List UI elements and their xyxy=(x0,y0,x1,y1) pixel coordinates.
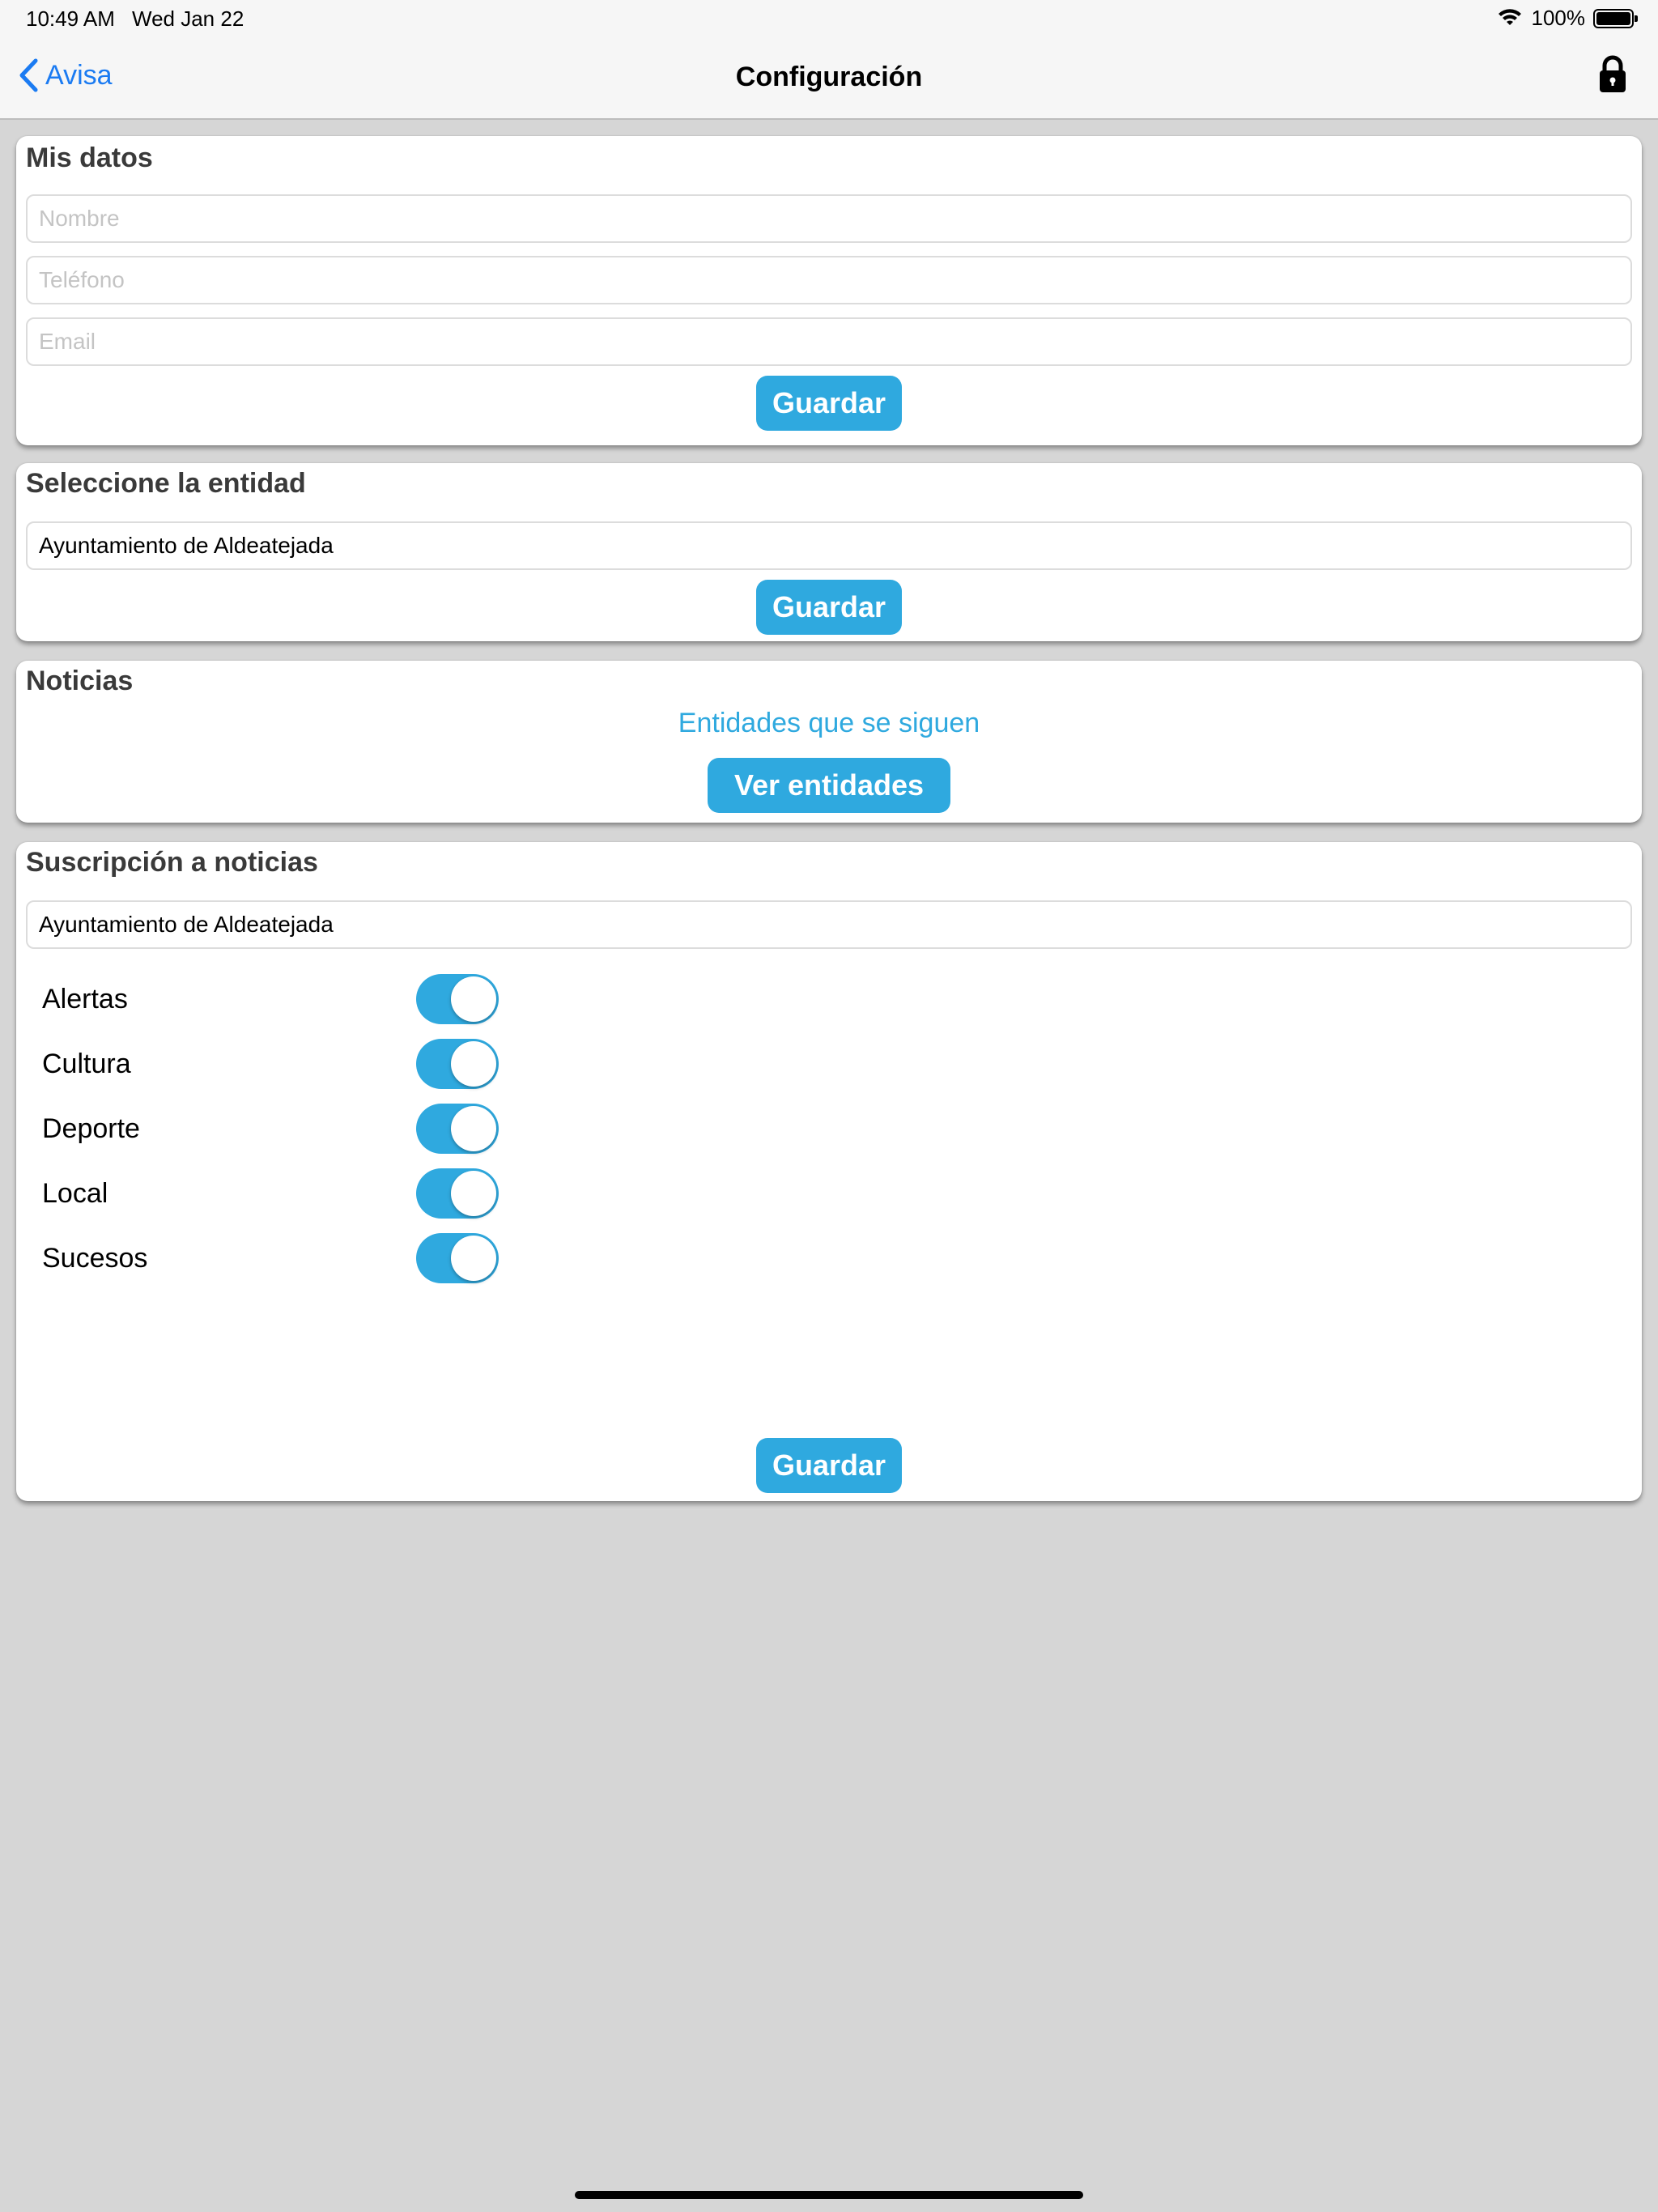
lock-icon xyxy=(1598,55,1627,94)
toggle-row-cultura xyxy=(42,1038,528,1090)
toggle-row-sucesos xyxy=(42,1232,528,1284)
status-time: 10:49 AM xyxy=(26,6,115,31)
toggle-row-local xyxy=(42,1168,528,1219)
entidad-select[interactable]: Ayuntamiento de Aldeatejada xyxy=(26,521,1632,570)
entidad-title: Seleccione la entidad xyxy=(26,468,306,499)
entidad-card xyxy=(16,463,1642,641)
back-button-label: Avisa xyxy=(45,59,113,91)
noticias-card xyxy=(16,661,1642,823)
toggle-label: Cultura xyxy=(42,1048,131,1079)
status-bar xyxy=(0,0,1658,39)
local-switch[interactable] xyxy=(416,1168,499,1219)
toggle-label: Alertas xyxy=(42,983,128,1015)
navigation-bar xyxy=(0,39,1658,120)
status-indicators xyxy=(1498,6,1635,31)
toggle-label: Sucesos xyxy=(42,1242,148,1274)
lock-button[interactable] xyxy=(1598,55,1627,98)
toggle-row-deporte xyxy=(42,1103,528,1155)
battery-percent: 100% xyxy=(1531,6,1585,30)
nombre-field[interactable] xyxy=(26,194,1632,243)
sucesos-switch[interactable] xyxy=(416,1233,499,1283)
suscripcion-entidad-select[interactable]: Ayuntamiento de Aldeatejada xyxy=(26,900,1632,949)
status-date: Wed Jan 22 xyxy=(132,6,244,31)
suscripcion-card xyxy=(16,842,1642,1501)
guardar-suscripcion-button[interactable]: Guardar xyxy=(756,1438,902,1493)
toggle-label: Deporte xyxy=(42,1112,140,1144)
wifi-icon xyxy=(1498,9,1522,28)
guardar-datos-button[interactable]: Guardar xyxy=(756,376,902,431)
telefono-field[interactable] xyxy=(26,256,1632,304)
mis-datos-title: Mis datos xyxy=(26,143,153,173)
battery-icon xyxy=(1593,9,1634,28)
guardar-entidad-button[interactable]: Guardar xyxy=(756,580,902,635)
email-field[interactable] xyxy=(26,317,1632,366)
home-indicator[interactable] xyxy=(575,2191,1083,2199)
toggle-label: Local xyxy=(42,1177,108,1209)
suscripcion-title: Suscripción a noticias xyxy=(26,847,318,878)
page-title: Configuración xyxy=(735,62,923,92)
noticias-title: Noticias xyxy=(26,666,134,696)
cultura-switch[interactable] xyxy=(416,1039,499,1089)
entidades-seguidas-link[interactable]: Entidades que se siguen xyxy=(678,708,980,738)
ver-entidades-button[interactable]: Ver entidades xyxy=(708,758,950,813)
mis-datos-card xyxy=(16,136,1642,445)
alertas-switch[interactable] xyxy=(416,974,499,1024)
deporte-switch[interactable] xyxy=(416,1104,499,1154)
toggle-row-alertas xyxy=(42,973,528,1025)
